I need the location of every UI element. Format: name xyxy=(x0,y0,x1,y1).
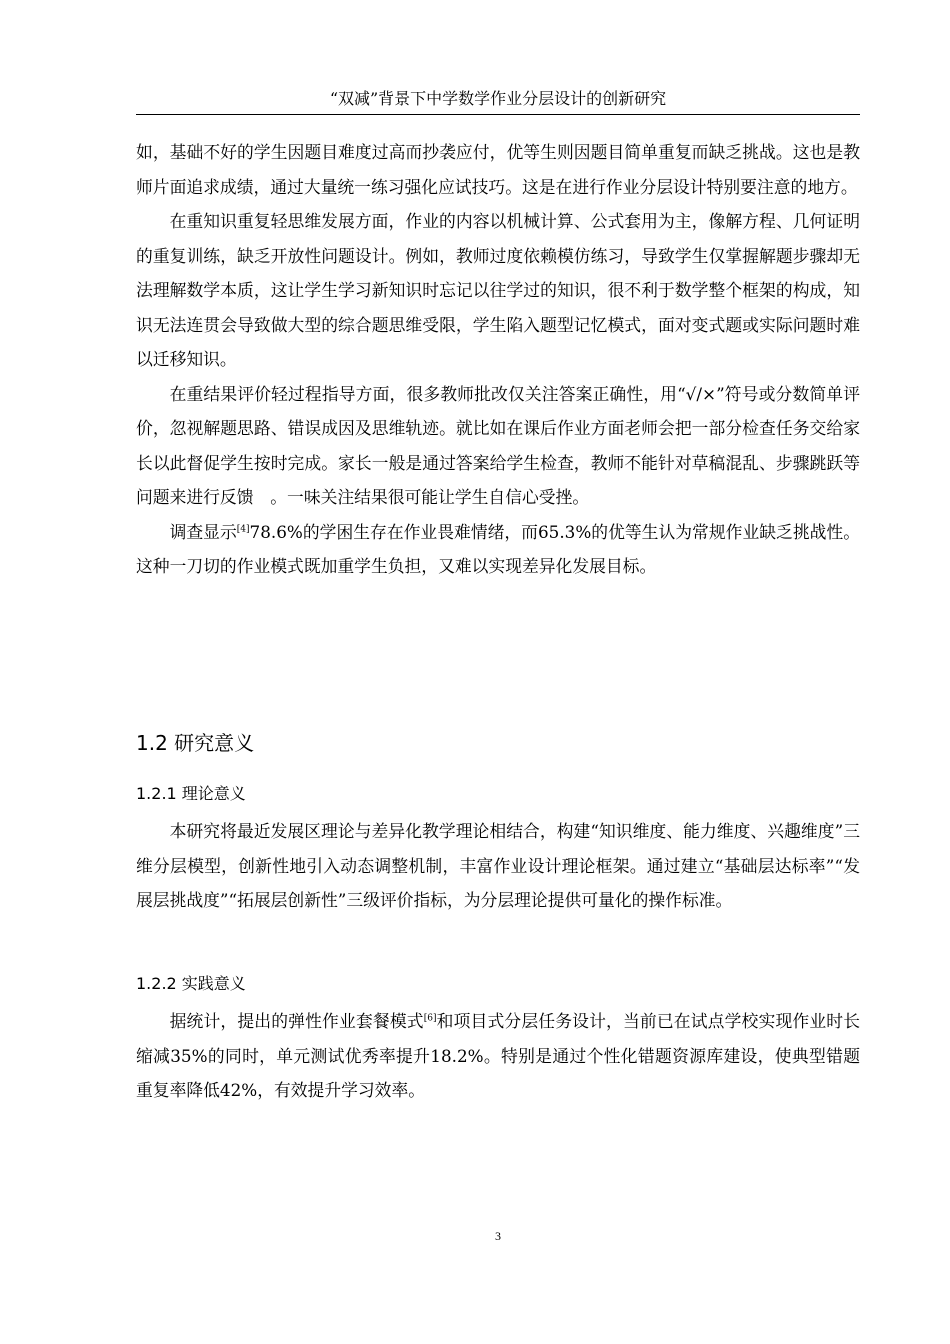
paragraph-knowledge-repetition: 在重知识重复轻思维发展方面，作业的内容以机械计算、公式套用为主，像解方程、几何证明的重复训练，缺乏开放性问题设计。例如，教师过度依赖模仿练习，导致学生仅掌握解题步骤却无法理解数学本质，这让学生学习新知识时忘记以往学过的知识，很不利于数学整个框架的构成，知识无法连贯会导致做大型的综合题思维受限，学生陷入题型记忆模式，面对变式题或实际问题时难以迁移知识。 xyxy=(136,211,860,369)
paragraph-result-evaluation: 在重结果评价轻过程指导方面，很多教师批改仅关注答案正确性，用“√/×”符号或分数简单评价，忽视解题思路、错误成因及思维轨迹。就比如在课后作业方面老师会把一部分检查任务交给家长以此督促学生按时完成。家长一般是通过答案给学生检查，教师不能针对草稿混乱、步骤跳跃等问题来进行反馈 。一味关注结果很可能让学生自信心受挫。 xyxy=(136,383,860,507)
paragraph-practical-significance xyxy=(136,1004,860,1108)
body-section-1 xyxy=(136,135,860,584)
running-header-title: “双减”背景下中学数学作业分层设计的创新研究 xyxy=(329,89,667,108)
subsection-heading-practical: 1.2.2 实践意义 xyxy=(136,974,246,993)
practical-text-start: 据统计，提出的弹性作业套餐模式 xyxy=(169,1011,424,1031)
practical-text-end: 和项目式分层任务设计，当前已在试点学校实现作业时长缩减35%的同时，单元测试优秀率提升18.2%。特别是通过个性化错题资源库建设，使典型错题重复率降低42%，有效提升学习效率。 xyxy=(136,1011,860,1100)
header-divider xyxy=(136,114,860,115)
paragraph-continuation: 如，基础不好的学生因题目难度过高而抄袭应付，优等生则因题目简单重复而缺乏挑战。这也是教师片面追求成绩，通过大量统一练习强化应试技巧。这是在进行作业分层设计特别要注意的地方。 xyxy=(136,142,860,197)
body-section-theoretical xyxy=(136,814,860,918)
subsection-heading-theoretical: 1.2.1 理论意义 xyxy=(136,784,246,803)
survey-text-end: 78.6%的学困生存在作业畏难情绪，而65.3%的优等生认为常规作业缺乏挑战性。这种一刀切的作业模式既加重学生负担，又难以实现差异化发展目标。 xyxy=(136,521,860,576)
page-number: 3 xyxy=(495,1229,501,1243)
section-heading-research-significance: 1.2 研究意义 xyxy=(136,731,255,755)
paragraph-theoretical-significance: 本研究将最近发展区理论与差异化教学理论相结合，构建“知识维度、能力维度、兴趣维度”三维分层模型，创新性地引入动态调整机制，丰富作业设计理论框架。通过建立“基础层达标率”“发展层挑战度”“拓展层创新性”三级评价指标，为分层理论提供可量化的操作标准。 xyxy=(136,821,860,910)
paragraph-survey xyxy=(136,515,860,584)
survey-text-start: 调查显示 xyxy=(169,521,237,542)
body-section-practical xyxy=(136,1004,860,1108)
citation-ref-4: [4] xyxy=(236,523,250,534)
citation-ref-6: [6] xyxy=(423,1013,437,1024)
